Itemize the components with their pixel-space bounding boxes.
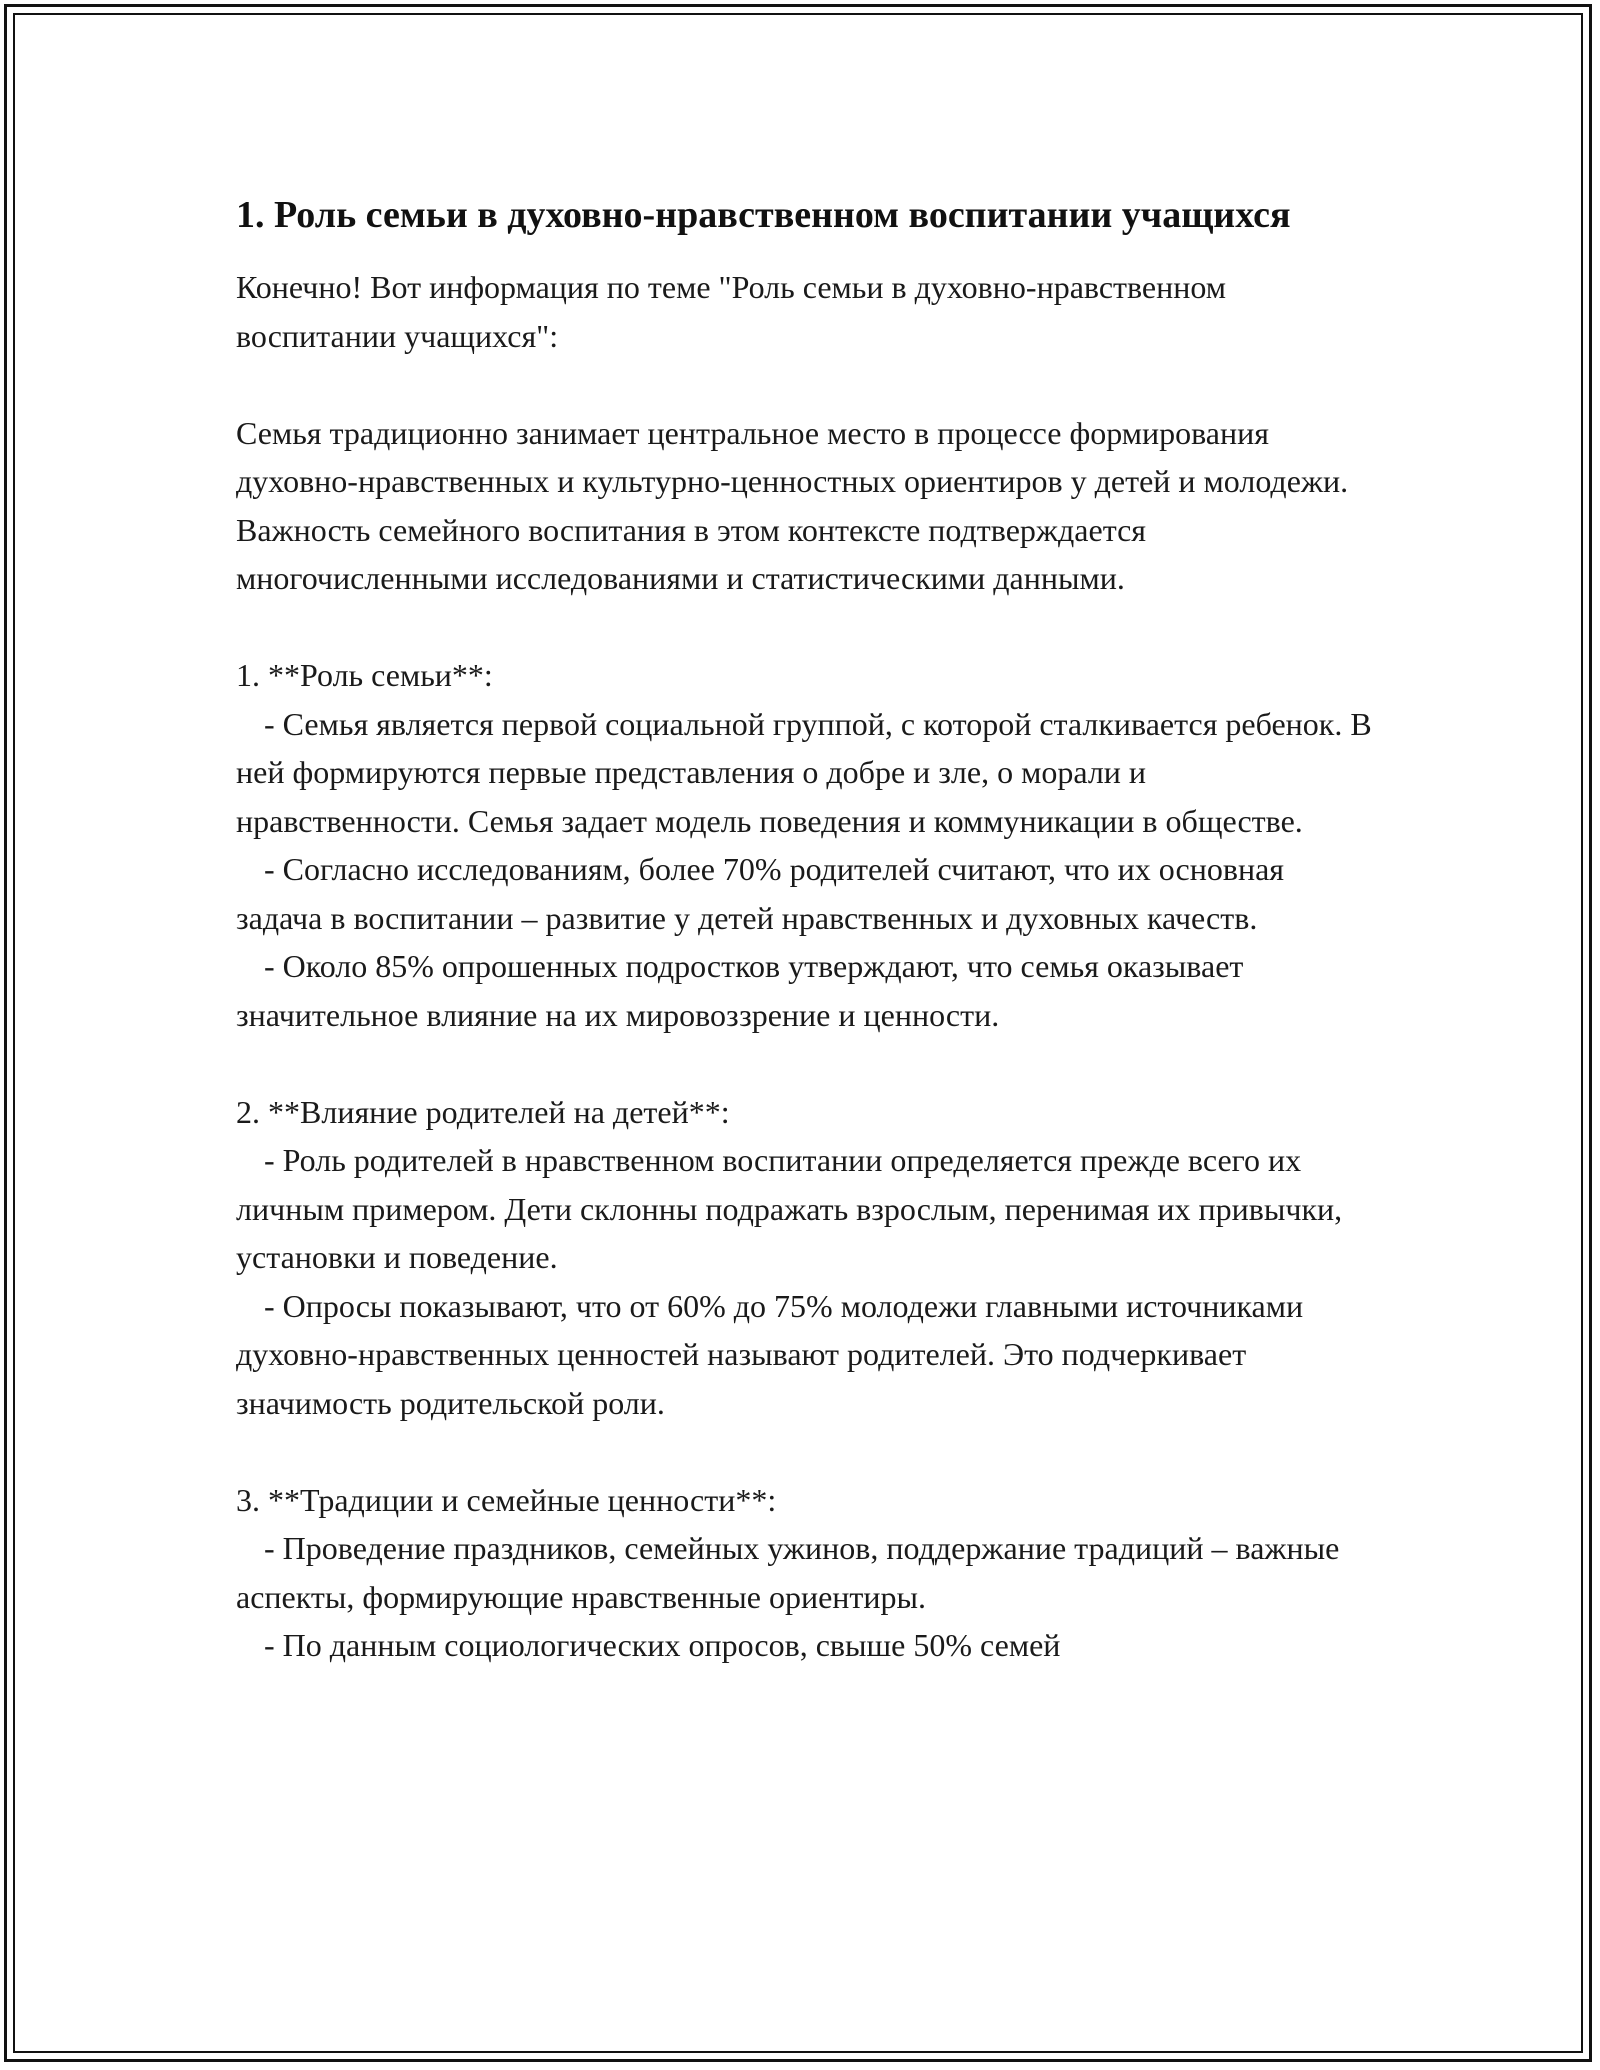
section-heading: 1. **Роль семьи**: (236, 657, 493, 693)
document-title: 1. Роль семьи в духовно-нравственном воспитании учащихся (236, 194, 1291, 236)
list-item: - Роль родителей в нравственном воспитании определяется прежде всего их личным примером. Дети склонны подражать взрослым, перенимая их привычки, установки и поведение. (236, 1142, 1343, 1275)
list-item: - Опросы показывают, что от 60% до 75% молодежи главными источниками духовно-нравственных ценностей называют родителей. Это подчеркивает значимость родительской роли. (236, 1287, 1304, 1421)
section-parent-influence (236, 1088, 1376, 1428)
intro-paragraph: Конечно! Вот информация по теме "Роль семьи в духовно-нравственном воспитании учащихся": (236, 269, 1235, 354)
document-body (236, 188, 1376, 1670)
section-traditions (236, 1476, 1376, 1670)
spacer (236, 1427, 1376, 1476)
list-item: - Проведение праздников, семейных ужинов, поддержание традиций – важные аспекты, формирующие нравственные ориентиры. (236, 1530, 1340, 1615)
section-heading: 3. **Традиции и семейные ценности**: (236, 1481, 777, 1518)
spacer (236, 1039, 1376, 1088)
list-item: - По данным социологических опросов, свыше 50% семей (264, 1627, 1061, 1663)
section-family-role (236, 651, 1376, 1039)
spacer (236, 360, 1376, 409)
spacer (236, 603, 1376, 652)
section-heading: 2. **Влияние родителей на детей**: (236, 1093, 730, 1130)
list-item: - Согласно исследованиям, более 70% родителей считают, что их основная задача в воспитании – развитие у детей нравственных и духовных качеств. (236, 851, 1285, 936)
list-item: - Семья является первой социальной группой, с которой сталкивается ребенок. В ней формируются первые представления о добре и зле, о морали и нравственности. Семья задает модель поведения и коммуникации в обществе. (236, 705, 1372, 839)
main-paragraph: Семья традиционно занимает центральное место в процессе формирования духовно-нравственных и культурно-ценностных ориентиров у детей и молодежи. Важность семейного воспитания в этом контексте подтверждается многочисленными исследованиями и статистическими данными. (236, 414, 1357, 596)
list-item: - Около 85% опрошенных подростков утверждают, что семья оказывает значительное влияние на их мировоззрение и ценности. (236, 948, 1244, 1033)
